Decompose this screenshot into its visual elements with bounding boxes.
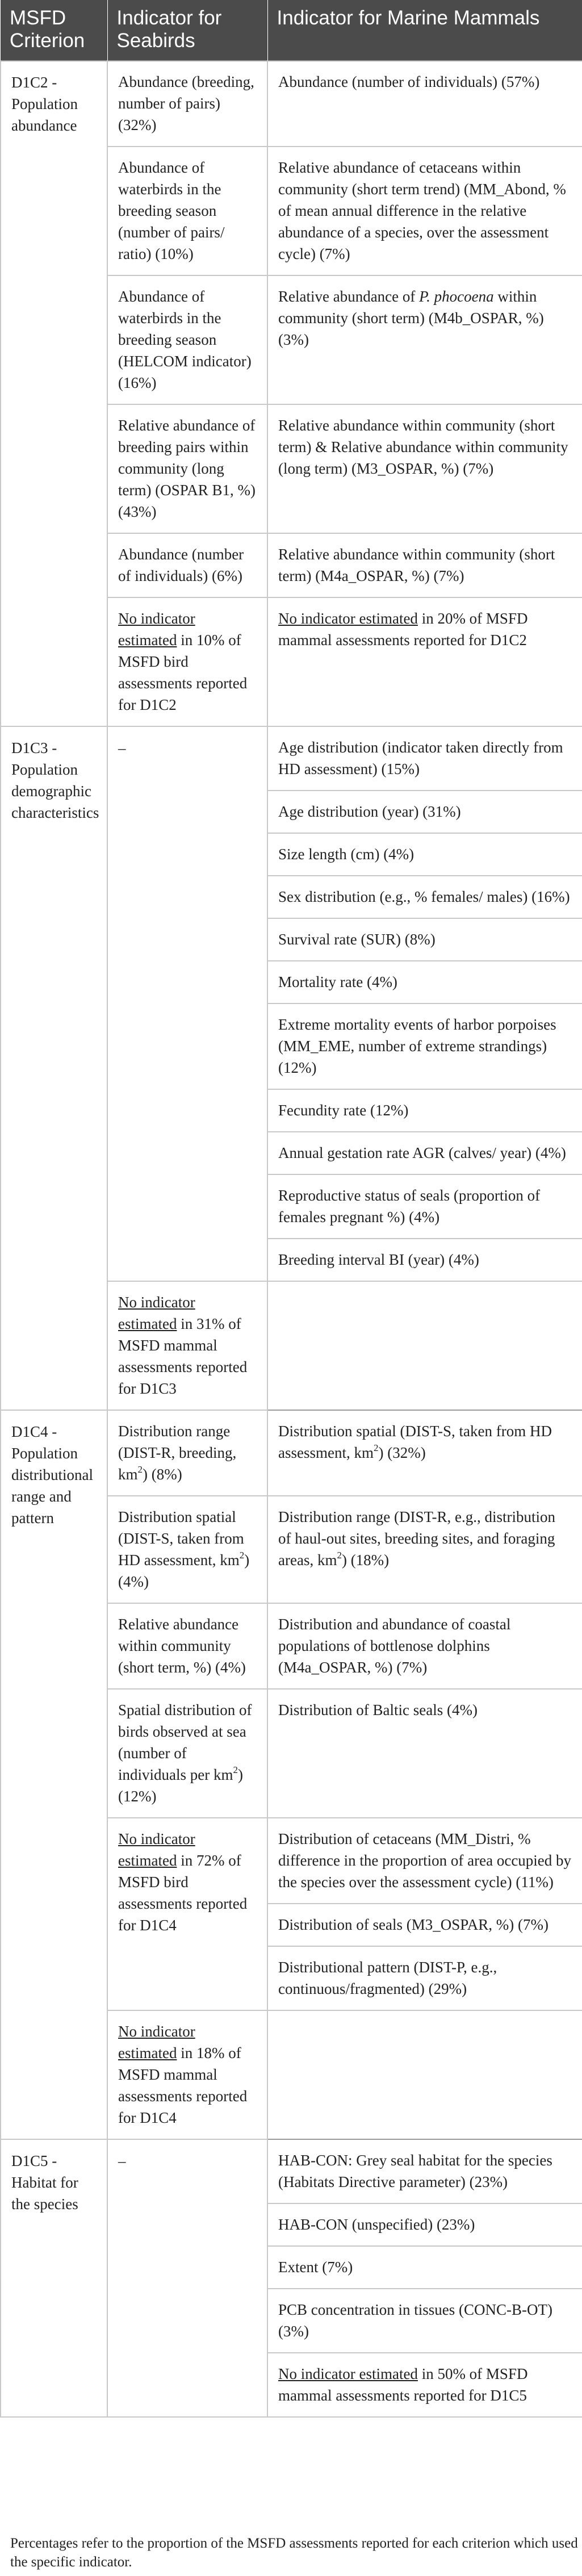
cell-text: Spatial distribution of birds observed at sea (number of individuals per km — [118, 1701, 252, 1783]
cell-text: HAB-CON: Grey seal habitat for the species (Habitats Directive parameter) (23%) — [278, 2152, 552, 2190]
mammal-indicator-cell — [107, 1281, 267, 1410]
cell-text: – — [118, 739, 126, 756]
table-header — [1, 0, 582, 61]
cell-text-suffix: ) (8%) — [143, 1466, 182, 1483]
cell-text: – — [118, 2152, 126, 2169]
no-indicator-label: No indicator estimated — [278, 610, 418, 627]
cell-text: Survival rate (SUR) (8%) — [278, 931, 436, 948]
mammal-indicator-cell — [267, 918, 582, 961]
superscript: 2 — [374, 1442, 379, 1453]
mammal-indicator-cell — [267, 1239, 582, 1281]
cell-text: Fecundity rate (12%) — [278, 1102, 409, 1119]
no-indicator-label: No indicator estimated — [118, 1294, 195, 1332]
cell-text: Distribution spatial (DIST-S, taken from HD assessment, km — [278, 1423, 552, 1461]
seabird-indicator-cell — [107, 1410, 267, 1496]
cell-text: Distribution of cetaceans (MM_Distri, % difference in the proportion of area occupied by the species over the assessment cycle) (11%) — [278, 1830, 572, 1891]
cell-text: Reproductive status of seals (proportion of females pregnant %) (4%) — [278, 1187, 541, 1226]
cell-text: Age distribution (year) (31%) — [278, 803, 461, 820]
mammal-indicator-cell — [267, 1904, 582, 1946]
cell-text: Distribution and abundance of coastal populations of bottlenose dolphins (M4a_OSPAR, %) (7%) — [278, 1616, 511, 1676]
table-footnote: Percentages refer to the proportion of the MSFD assessments reported for each criterion which used the specific indicator. — [10, 2536, 578, 2570]
table-body — [1, 61, 582, 2417]
seabird-indicator-cell — [107, 1603, 267, 1689]
mammal-indicator-cell — [267, 404, 582, 533]
mammal-indicator-cell — [267, 1818, 582, 1904]
no-indicator-label: No indicator estimated — [118, 1830, 195, 1869]
mammal-indicator-cell — [267, 275, 582, 404]
mammal-indicator-cell — [267, 1946, 582, 2010]
cell-text: Relative abundance within community (short term, %) (4%) — [118, 1616, 246, 1676]
seabird-indicator-cell — [107, 2139, 267, 2417]
cell-text: Relative abundance within community (short term) & Relative abundance within community (long term) (M3_OSPAR, %) (7%) — [278, 417, 568, 477]
species-name: P. phocoena — [419, 288, 494, 305]
mammal-indicator-cell — [267, 597, 582, 726]
seabird-indicator-cell — [107, 1689, 267, 1818]
cell-text: Annual gestation rate AGR (calves/ year) (4%) — [278, 1144, 566, 1161]
cell-text-suffix: ) (4%) — [118, 1552, 250, 1590]
cell-text: Abundance of waterbirds in the breeding season (number of pairs/ ratio) (10%) — [118, 159, 225, 262]
table-row — [1, 1410, 582, 1496]
seabird-indicator-cell — [107, 597, 267, 726]
cell-text: Abundance of waterbirds in the breeding season (HELCOM indicator) (16%) — [118, 288, 252, 391]
seabird-indicator-cell — [107, 275, 267, 404]
cell-text: Mortality rate (4%) — [278, 973, 397, 990]
mammal-indicator-cell — [107, 2010, 267, 2139]
mammal-indicator-cell — [267, 533, 582, 597]
cell-text: Size length (cm) (4%) — [278, 846, 414, 863]
mammal-indicator-cell — [267, 833, 582, 876]
cell-text: Distribution range (DIST-R, breeding, km — [118, 1423, 237, 1483]
cell-text: HAB-CON (unspecified) (23%) — [278, 2216, 475, 2233]
superscript: 2 — [137, 1464, 143, 1475]
superscript: 2 — [337, 1550, 342, 1561]
cell-text: in 18% of MSFD mammal assessments reported for D1C4 — [118, 2044, 248, 2126]
cell-text: Age distribution (indicator taken directly from HD assessment) (15%) — [278, 739, 563, 777]
seabird-indicator-cell — [107, 147, 267, 275]
cell-text: Abundance (breeding, number of pairs) (32%) — [118, 73, 254, 133]
mammal-indicator-cell — [267, 961, 582, 1003]
mammal-indicator-cell — [267, 1496, 582, 1603]
mammal-indicator-cell — [267, 2139, 582, 2203]
seabird-indicator-cell — [107, 404, 267, 533]
cell-text: Distribution of seals (M3_OSPAR, %) (7%) — [278, 1916, 548, 1933]
cell-text: Breeding interval BI (year) (4%) — [278, 1251, 479, 1268]
table-row — [1, 726, 582, 791]
seabird-indicator-cell — [107, 1818, 267, 2010]
mammal-indicator-cell — [267, 876, 582, 918]
mammal-indicator-cell — [267, 1174, 582, 1239]
criterion-cell: D1C3 - Population demographic characteristics — [1, 726, 107, 1410]
seabird-indicator-cell — [107, 726, 267, 1281]
seabird-indicator-cell — [107, 533, 267, 597]
mammal-indicator-cell — [267, 1689, 582, 1818]
superscript: 2 — [233, 1764, 238, 1775]
cell-text: Relative abundance of cetaceans within community (short term trend) (MM_Abond, % of mean annual difference in the relative abundance of a species, over the assessment cycle) (7%) — [278, 159, 566, 262]
table-row — [1, 61, 582, 147]
mammal-indicator-cell — [267, 1410, 582, 1496]
cell-text-prefix: Relative abundance of — [278, 288, 420, 305]
cell-text: in 50% of MSFD mammal assessments reported for D1C5 — [278, 2365, 528, 2404]
criterion-cell: D1C5 - Habitat for the species — [1, 2139, 107, 2417]
cell-text: Distribution range (DIST-R, e.g., distribution of haul-out sites, breeding sites, and foraging areas, km — [278, 1508, 555, 1569]
seabird-indicator-cell — [107, 61, 267, 147]
cell-text: Abundance (number of individuals) (57%) — [278, 73, 540, 90]
criterion-cell: D1C4 - Population distributional range and pattern — [1, 1410, 107, 2139]
cell-text: Relative abundance of breeding pairs within community (long term) (OSPAR B1, %) (43%) — [118, 417, 256, 520]
seabird-indicator-cell — [107, 1496, 267, 1603]
mammal-indicator-cell — [267, 147, 582, 275]
cell-text: in 72% of MSFD bird assessments reported for D1C4 — [118, 1852, 248, 1934]
mammal-indicator-cell — [267, 2246, 582, 2289]
no-indicator-label: No indicator estimated — [278, 2365, 418, 2382]
mammal-indicator-cell — [267, 726, 582, 791]
cell-text: Relative abundance within community (short term) (M4a_OSPAR, %) (7%) — [278, 546, 555, 584]
cell-text: in 31% of MSFD mammal assessments reported for D1C3 — [118, 1315, 248, 1397]
cell-text: Sex distribution (e.g., % females/ males) (16%) — [278, 888, 570, 905]
cell-text: Abundance (number of individuals) (6%) — [118, 546, 244, 584]
header-mammals: Indicator for Marine Mammals — [267, 0, 582, 61]
cell-text: in 20% of MSFD mammal assessments reported for D1C2 — [278, 610, 528, 649]
cell-text-suffix: ) (12%) — [118, 1766, 243, 1805]
cell-text: Distribution spatial (DIST-S, taken from HD assessment, km — [118, 1508, 244, 1569]
cell-text: Distribution of Baltic seals (4%) — [278, 1701, 478, 1718]
criterion-cell: D1C2 - Population abundance — [1, 61, 107, 726]
cell-text-suffix: ) (32%) — [378, 1444, 426, 1461]
mammal-indicator-cell — [267, 2203, 582, 2246]
header-seabirds: Indicator for Seabirds — [107, 0, 267, 61]
mammal-indicator-cell — [267, 1132, 582, 1174]
header-criterion: MSFD Criterion — [1, 0, 107, 61]
cell-text: Distributional pattern (DIST-P, e.g., continuous/fragmented) (29%) — [278, 1959, 497, 1997]
table-row — [1, 2139, 582, 2203]
cell-text: in 10% of MSFD bird assessments reported for D1C2 — [118, 632, 248, 713]
cell-text: Extreme mortality events of harbor porpoises (MM_EME, number of extreme strandings) (12%) — [278, 1016, 556, 1076]
cell-text: PCB concentration in tissues (CONC-B-OT) (3%) — [278, 2301, 552, 2340]
mammal-indicator-cell — [267, 791, 582, 833]
cell-text: within community (short term) (M4b_OSPAR, %) (3%) — [278, 288, 544, 348]
cell-text-suffix: ) (18%) — [341, 1552, 390, 1569]
mammal-indicator-cell — [267, 2353, 582, 2417]
mammal-indicator-cell — [267, 61, 582, 147]
no-indicator-label: No indicator estimated — [118, 610, 195, 649]
mammal-indicator-cell — [267, 1089, 582, 1132]
mammal-indicator-cell — [267, 1003, 582, 1089]
header-row — [1, 0, 582, 61]
no-indicator-label: No indicator estimated — [118, 2023, 195, 2061]
superscript: 2 — [239, 1550, 245, 1561]
mammal-indicator-cell — [267, 2289, 582, 2353]
cell-text: Extent (7%) — [278, 2259, 353, 2276]
mammal-indicator-cell — [267, 1603, 582, 1689]
